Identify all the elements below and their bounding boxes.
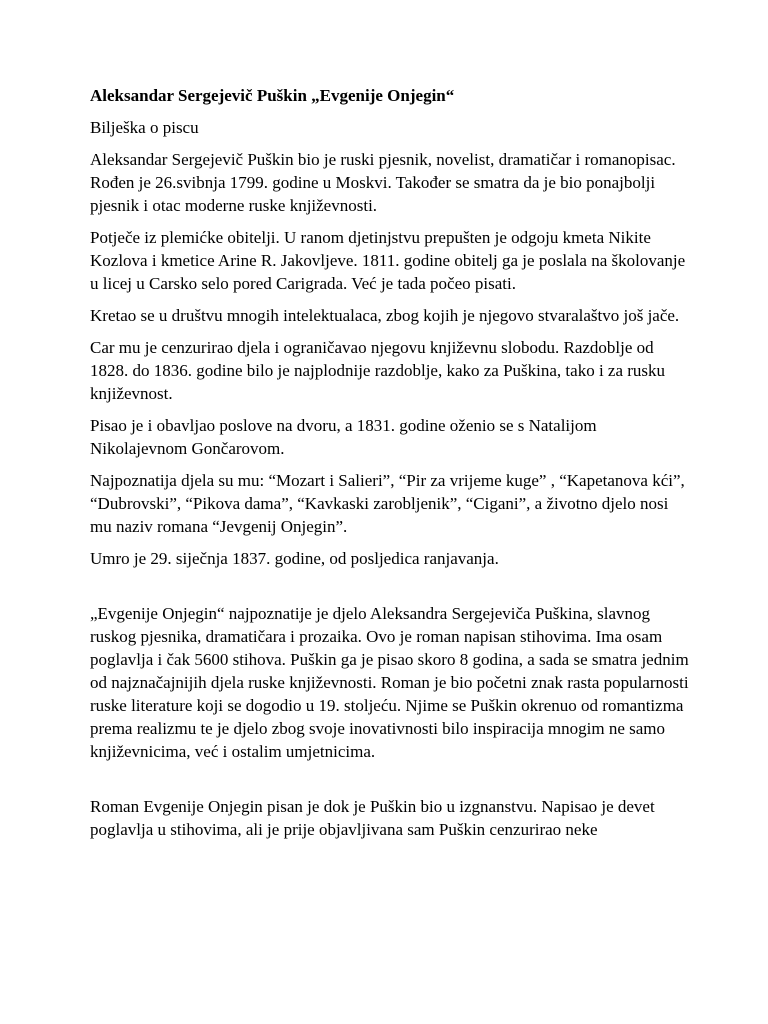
paragraph: Potječe iz plemićke obitelji. U ranom djetinjstvu prepušten je odgoju kmeta Nikite Kozlova i kmetice Arine R. Jakovljeve. 1811. godine obitelj ga je poslala na školovanje u licej u Carsko selo pored Carigrada. Već je tada počeo pisati.	[90, 228, 686, 293]
paragraph-novel-writing: Roman Evgenije Onjegin pisan je dok je Puškin bio u izgnanstvu. Napisao je devet poglavlja u stihovima, ali je prije objavljivana sam Puškin cenzurirao neke	[90, 797, 655, 839]
paragraph: Umro je 29. siječnja 1837. godine, od posljedica ranjavanja.	[90, 549, 499, 568]
document-body	[90, 84, 690, 850]
paragraph-novel-intro: „Evgenije Onjegin“ najpoznatije je djelo Aleksandra Sergejeviča Puškina, slavnog ruskog pjesnika, dramatičara i prozaika. Ovo je roman napisan stihovima. Ima osam poglavlja i čak 5600 stihova. Puškin ga je pisao skoro 8 godina, a sada se smatra jednim od najznačajnijih djela ruske književnosti. Roman je bio početni znak rasta popularnosti ruske literature koji se dogodio u 19. stoljeću. Njime se Puškin okrenuo od romantizma prema realizmu te je djelo zbog svoje inovativnosti bilo inspiracija mnogim ne samo književnicima, već i ostalim umjetnicima.	[90, 604, 689, 761]
paragraph: Pisao je i obavljao poslove na dvoru, a 1831. godine oženio se s Natalijom Nikolajevnom Gončarovom.	[90, 416, 597, 458]
paragraph: Najpoznatija djela su mu: “Mozart i Salieri”, “Pir za vrijeme kuge” , “Kapetanova kći”, “Dubrovski”, “Pikova dama”, “Kavkaski zarobljenik”, “Cigani”, a životno djelo nosi mu naziv romana “Jevgenij Onjegin”.	[90, 471, 685, 536]
paragraph: Aleksandar Sergejevič Puškin bio je ruski pjesnik, novelist, dramatičar i romanopisac. Rođen je 26.svibnja 1799. godine u Moskvi. Također se smatra da je bio ponajbolji pjesnik i otac moderne ruske književnosti.	[90, 150, 676, 215]
paragraph: Car mu je cenzurirao djela i ograničavao njegovu književnu slobodu. Razdoblje od 1828. do 1836. godine bilo je najplodnije razdoblje, kako za Puškina, tako i za rusku književnost.	[90, 338, 666, 403]
document-subtitle: Bilješka o piscu	[90, 118, 199, 137]
blank-line	[90, 772, 690, 795]
paragraph: Kretao se u društvu mnogih intelektualaca, zbog kojih je njegovo stvaralaštvo još jače.	[90, 306, 680, 325]
blank-line	[90, 579, 690, 602]
document-title: Aleksandar Sergejevič Puškin „Evgenije Onjegin“	[90, 86, 455, 105]
